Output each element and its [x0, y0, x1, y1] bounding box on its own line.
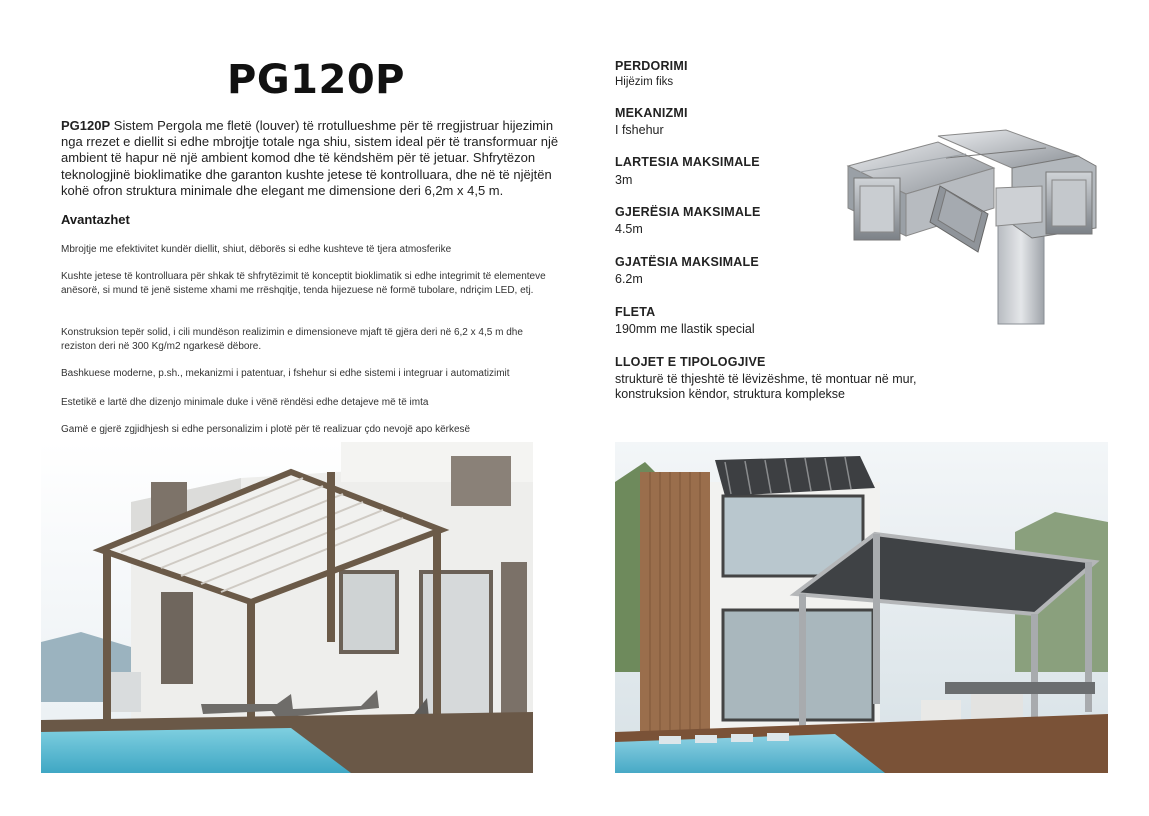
spec-label: PERDORIMI: [615, 59, 688, 73]
spec-value: 6.2m: [615, 272, 643, 286]
spec-label: LLOJET E TIPOLOGJIVE: [615, 355, 766, 369]
advantage-item: Estetikë e lartë dhe dizenjo minimale duke i vënë rëndësi edhe detajeve më të imta: [61, 397, 429, 408]
spec-value: I fshehur: [615, 123, 664, 137]
spec-value: 190mm me llastik special: [615, 322, 755, 336]
page-title: PG120P: [227, 57, 405, 103]
advantage-item: Mbrojtje me efektivitet kundër diellit, shiut, dëborës si edhe kushteve të tjera atmosferike: [61, 244, 452, 255]
advantage-item: Konstruksion tepër solid, i cili mundëson realizimin e dimensioneve mjaft të gjëra deri në 6,2 x 4,5 m dhe reziston deri në 300 Kg/m2 ngarkesë dëbore.: [61, 327, 523, 352]
intro-brand: PG120P: [61, 118, 111, 133]
spec-value: strukturë të thjeshtë të lëvizëshme, të montuar në mur, konstruksion këndor, struktura komplekse: [615, 372, 917, 401]
advantage-item: Gamë e gjerë zgjidhjesh si edhe personalizim i plotë për të realizuar çdo nevojë apo kërkesë: [61, 424, 471, 435]
advantages-heading: Avantazhet: [61, 212, 130, 227]
pergola-modern-house-photo: [615, 442, 1108, 773]
profile-detail-image: [846, 128, 1104, 326]
spec-label: MEKANIZMI: [615, 106, 688, 120]
spec-label: LARTESIA MAKSIMALE: [615, 155, 760, 169]
intro-text: Sistem Pergola me fletë (louver) të rrotullueshme për të rregjistruar hijezimin nga rrezet e diellit si edhe mbrojtje totale nga shiu, sistem ideal për të transformuar një ambient të hapur në një ambient komod dhe të këndshëm për të jetuar. Shfrytëzon teknologjinë bioklimatike dhe garanton kushte jetese të kontrolluara, dhe në të njëjtën kohë ofron struktura minimale dhe elegant me dimensione deri 6,2m x 4,5 m.: [61, 118, 559, 198]
spec-value: 4.5m: [615, 222, 643, 236]
spec-label: GJATËSIA MAKSIMALE: [615, 255, 759, 269]
pergola-villa-photo: [41, 442, 533, 773]
spec-label: GJERËSIA MAKSIMALE: [615, 205, 761, 219]
spec-value: Hijëzim fiks: [615, 76, 674, 88]
intro-paragraph: [61, 118, 566, 199]
spec-value: 3m: [615, 173, 633, 187]
advantage-item: Bashkuese moderne, p.sh., mekanizmi i patentuar, i fshehur si edhe sistemi i integruar i automatizimit: [61, 368, 510, 379]
advantage-item: Kushte jetese të kontrolluara për shkak të shfrytëzimit të konceptit bioklimatik si edhe integrimit të elementeve anësorë, si mund të jenë sisteme xhami me rrëshqitje, tenda hijezuese në formë tubolare, ndriçim LED, etj.: [61, 271, 546, 296]
spec-label: FLETA: [615, 305, 656, 319]
